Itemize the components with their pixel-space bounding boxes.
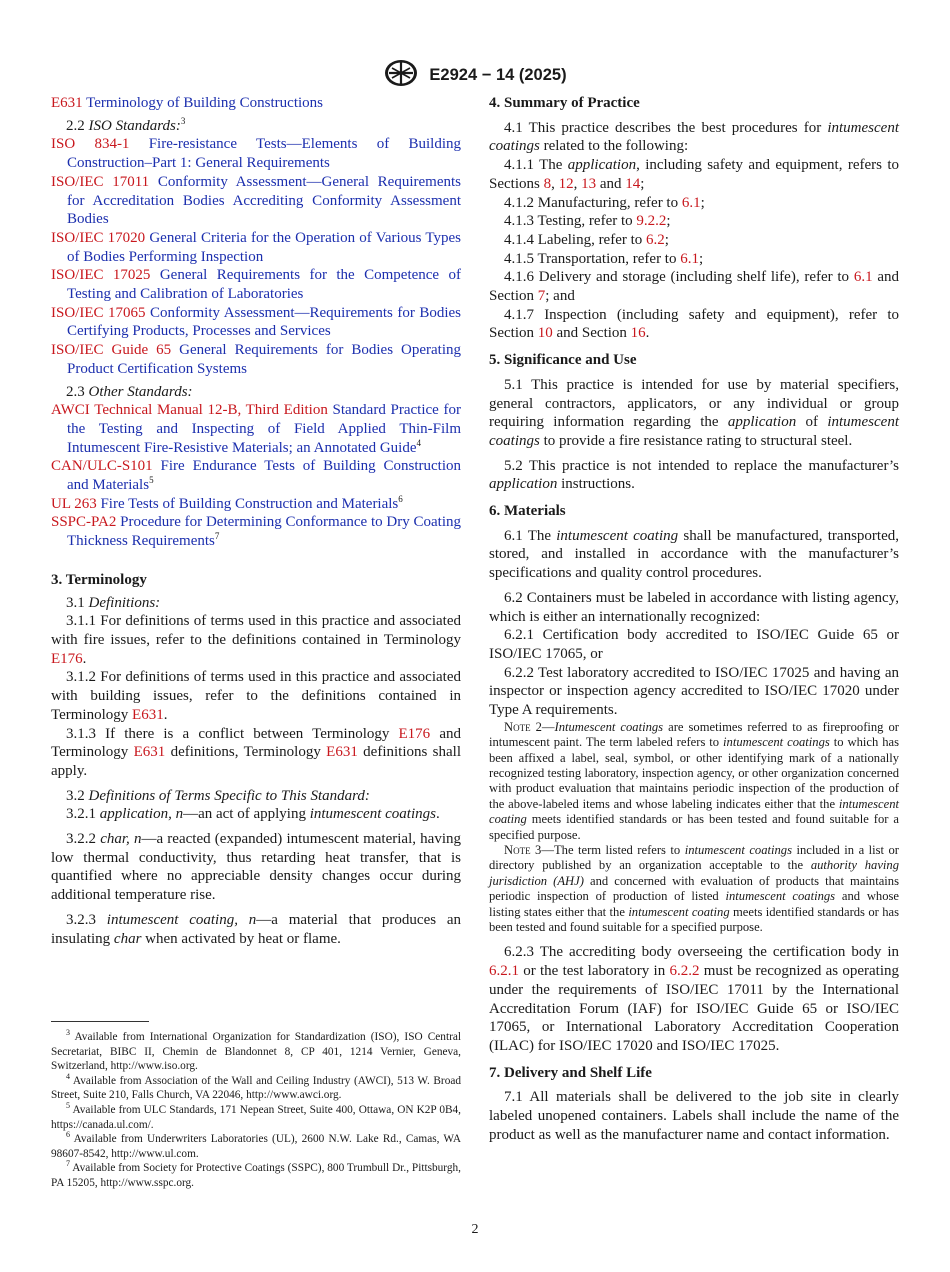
- para-6-2-1: 6.2.1 Certification body accredited to ISO/IEC Guide 65 or ISO/IEC 17065, or: [489, 627, 899, 662]
- reference-code-link[interactable]: CAN/ULC-S101: [51, 458, 153, 475]
- section-6-heading: 6. Materials: [489, 503, 566, 520]
- reference-code-link[interactable]: SSPC-PA2: [51, 514, 117, 531]
- para-4-1-5: 4.1.5 Transportation, refer to 6.1;: [504, 250, 704, 267]
- reference-code-link[interactable]: ISO/IEC 17020: [51, 229, 146, 246]
- reference-code-link[interactable]: UL 263: [51, 495, 97, 512]
- para-4-1-1: 4.1.1 The application, including safety and equipment, refers to Sections 8, 12, 13 and 14;: [489, 157, 899, 192]
- link-section-10[interactable]: 10: [537, 325, 553, 342]
- reference-entry: [51, 135, 461, 172]
- reference-entry: [51, 94, 461, 113]
- para-4-1-3: 4.1.3 Testing, refer to 9.2.2;: [504, 213, 671, 230]
- link-6-1[interactable]: 6.1: [681, 194, 701, 211]
- reference-code-link[interactable]: ISO/IEC Guide 65: [51, 342, 172, 359]
- footnote-text: Available from Society for Protective Coatings (SSPC), 800 Trumbull Dr., Pittsburgh, PA 15205, http://www.sspc.org.: [51, 1162, 461, 1189]
- section-7-heading: 7. Delivery and Shelf Life: [489, 1064, 652, 1081]
- para-4-1: 4.1 This practice describes the best procedures for intumescent coatings related to the following:: [489, 119, 899, 155]
- reference-title-link[interactable]: Terminology of Building Constructions: [82, 95, 324, 111]
- para-7-1: 7.1 All materials shall be delivered to the job site in clearly labeled unopened containers. Labels shall include the name of the product as well as the manufacturer name and contact information.: [489, 1089, 899, 1143]
- link-6-1[interactable]: 6.1: [680, 250, 699, 267]
- para-3-1-3: 3.1.3 If there is a conflict between Terminology E176 and Terminology E631 definitions, Terminology E631 definitions shall apply.: [51, 725, 461, 779]
- reference-entry: [51, 495, 461, 514]
- footnote-text: Available from International Organization for Standardization (ISO), ISO Central Secretariat, BIBC II, Chemin de Blandonnet 8, CP 401, 1214 Vernier, Geneva, Switzerland, http://www.iso.org.: [51, 1031, 461, 1073]
- link-9-2-2[interactable]: 9.2.2: [636, 213, 667, 230]
- para-4-1-4: 4.1.4 Labeling, refer to 6.2;: [504, 231, 669, 248]
- reference-code-link[interactable]: ISO/IEC 17011: [51, 173, 150, 190]
- reference-entry: [51, 513, 461, 550]
- reference-code-link[interactable]: ISO 834-1: [51, 136, 130, 153]
- reference-code-link[interactable]: AWCI Technical Manual 12-B, Third Edition: [51, 402, 328, 419]
- para-5-1: 5.1 This practice is intended for use by material specifiers, general contractors, applicators, or any individual or group requiring information regarding the application of intumescent coatings to provide a fire resistance rating to structural steel.: [489, 376, 899, 449]
- link-section-14[interactable]: 14: [625, 175, 641, 192]
- right-column: [489, 94, 899, 1145]
- link-e631[interactable]: E631: [132, 706, 164, 723]
- link-e176[interactable]: E176: [398, 725, 431, 742]
- link-section-8[interactable]: 8: [543, 175, 552, 192]
- other-standards-heading: 2.3 Other Standards:: [66, 383, 193, 400]
- link-e631[interactable]: E631: [326, 744, 358, 761]
- link-6-2-1[interactable]: 6.2.1: [489, 963, 519, 980]
- para-6-2-2: 6.2.2 Test laboratory accredited to ISO/IEC 17025 and having an inspector or inspection agency accredited to ISO/IEC 17020 under Type A requirements.: [489, 664, 899, 719]
- reference-title-link[interactable]: Fire Endurance Tests of Building Construction and Materials: [67, 458, 461, 494]
- para-6-2-3: 6.2.3 The accrediting body overseeing the certification body in 6.2.1 or the test laboratory in 6.2.2 must be recognized as operating under the requirements of ISO/IEC 17011 by the International Accreditation Forum (IAF) for ISO/IEC Guide 65 or ISO/IEC 17065, or International Laboratory Accreditation Cooperation (ILAC) for ISO/IEC 17020 and ISO/IEC 17025.: [489, 944, 899, 1054]
- para-3-2: 3.2 Definitions of Terms Specific to This Standard:: [66, 787, 370, 804]
- footnote-marker: 5: [149, 475, 154, 486]
- reference-title-link[interactable]: Standard Practice for the Testing and Inspecting of Field Applied Thin-Film Intumescent Fire-Resistive Materials; an Annotated Guide: [67, 402, 461, 456]
- link-6-2-2[interactable]: 6.2.2: [669, 963, 700, 980]
- footnote-number: 4: [66, 1072, 70, 1082]
- footnote-number: 3: [66, 1028, 70, 1038]
- reference-title-link[interactable]: Conformity Assessment—Requirements for Bodies Certifying Products, Processes and Services: [67, 304, 462, 340]
- page-header: [0, 58, 950, 93]
- para-4-1-7: 4.1.7 Inspection (including safety and equipment), refer to Section 10 and Section 16.: [489, 306, 899, 342]
- footnote-marker: 6: [398, 493, 403, 504]
- link-section-13[interactable]: 13: [581, 175, 597, 192]
- reference-title-link[interactable]: Procedure for Determining Conformance to Dry Coating Thickness Requirements: [67, 514, 461, 550]
- note-2: Note 2—Intumescent coatings are sometimes referred to as fireproofing or intumescent paint. The term labeled refers to intumescent coatings to which has been affixed a label, seal, symbol, or other identifying mark of a nationally recognized testing laboratory, inspection agency, or other organization concerned with product evaluation that maintains periodic inspection of the production of the above-labeled items and whose labeling indicates either that the intumescent coating meets identified standards or has been tested and found suitable for a specified purpose.: [489, 719, 899, 842]
- para-3-1: 3.1 Definitions:: [66, 594, 161, 611]
- astm-logo-icon: [383, 58, 419, 93]
- link-section-12[interactable]: 12: [558, 175, 574, 192]
- footnote-text: Available from ULC Standards, 171 Nepean Street, Suite 400, Ottawa, ON K2P 0B4, https://canada.ul.com/.: [51, 1103, 461, 1131]
- footnote-rule: [51, 1021, 149, 1022]
- link-6-2[interactable]: 6.2: [646, 231, 665, 248]
- section-5-heading: 5. Significance and Use: [489, 352, 637, 369]
- footnote-number: 5: [66, 1101, 70, 1111]
- footnote: [51, 1161, 461, 1190]
- reference-entry: [51, 341, 461, 378]
- link-6-1[interactable]: 6.1: [853, 269, 873, 286]
- para-6-2: 6.2 Containers must be labeled in accordance with listing agency, which is either an internationally recognized:: [489, 589, 899, 625]
- document-designation: E2924 − 14 (2025): [429, 66, 567, 84]
- footnote-marker: 4: [416, 437, 421, 448]
- footnote-number: 6: [66, 1130, 70, 1140]
- reference-entry: [51, 304, 461, 341]
- page-number: 2: [471, 1222, 479, 1237]
- footnote: [51, 1103, 461, 1132]
- reference-code-link[interactable]: ISO/IEC 17025: [51, 267, 151, 284]
- reference-title-link[interactable]: Conformity Assessment—General Requirements for Accreditation Bodies Accrediting Conformity Assessment Bodies: [67, 173, 461, 228]
- reference-entry: [51, 229, 461, 266]
- reference-title-link[interactable]: General Requirements for the Competence of Testing and Calibration of Laboratories: [67, 267, 462, 303]
- reference-title-link[interactable]: Fire Tests of Building Construction and Materials: [96, 495, 399, 512]
- footnote-text: Available from Association of the Wall and Ceiling Industry (AWCI), 513 W. Broad Street, Suite 210, Falls Church, VA 22046, http://www.awci.org.: [51, 1074, 461, 1102]
- link-section-16[interactable]: 16: [630, 325, 646, 342]
- iso-standards-heading: 2.2 ISO Standards:$^3$: [66, 115, 186, 134]
- reference-entry: [51, 401, 461, 457]
- link-e176[interactable]: E176: [51, 650, 83, 667]
- para-6-1: 6.1 The intumescent coating shall be manufactured, transported, stored, and installed in accordance with the manufacturer’s specifications and quality control procedures.: [489, 527, 899, 582]
- link-e631[interactable]: E631: [133, 744, 166, 761]
- left-column: [51, 94, 461, 948]
- para-3-2-2: 3.2.2 char, n—a reacted (expanded) intumescent material, having low thermal conductivity, thus retarding heat transfer, that is quantified where no appreciable density changes occur during additional temperature rise.: [51, 831, 462, 904]
- note-3: Note 3—The term listed refers to intumescent coatings included in a list or directory published by an organization acceptable to the authority having jurisdiction (AHJ) and concerned with evaluation of products that maintains periodic inspection of production of listed intumescent coatings and whose listing states either that the intumescent coating meets identified standards or has been tested and found suitable for a specified purpose.: [489, 843, 899, 935]
- link-section-7[interactable]: 7: [537, 288, 546, 305]
- para-4-1-6: 4.1.6 Delivery and storage (including shelf life), refer to 6.1 and Section 7; and: [489, 269, 899, 305]
- reference-entry: [51, 457, 461, 494]
- para-4-1-2: 4.1.2 Manufacturing, refer to 6.1;: [504, 194, 705, 211]
- para-3-2-1: 3.2.1 application, n—an act of applying intumescent coatings.: [66, 806, 440, 823]
- reference-entry: [51, 266, 461, 303]
- footnote: [51, 1074, 461, 1103]
- reference-title-link[interactable]: Fire-resistance Tests—Elements of Building Construction–Part 1: General Requirements: [67, 136, 461, 172]
- footnotes: [51, 1030, 461, 1191]
- footnote: [51, 1132, 461, 1161]
- para-5-2: 5.2 This practice is not intended to replace the manufacturer’s application instructions.: [489, 457, 899, 493]
- para-3-2-3: 3.2.3 intumescent coating, n—a material that produces an insulating char when activated by heat or flame.: [51, 911, 462, 947]
- reference-title-link[interactable]: General Criteria for the Operation of Various Types of Bodies Performing Inspection: [67, 229, 461, 265]
- footnote-text: Available from Underwriters Laboratories (UL), 2600 N.W. Lake Rd., Camas, WA 98607-8542, http://www.ul.com.: [51, 1133, 461, 1160]
- reference-code-link[interactable]: ISO/IEC 17065: [51, 304, 146, 321]
- section-3-heading: 3. Terminology: [51, 571, 147, 588]
- footnote-number: 7: [66, 1159, 70, 1169]
- para-3-1-1: 3.1.1 For definitions of terms used in this practice and associated with fire issues, refer to the definitions contained in Terminology E176.: [51, 613, 461, 667]
- para-3-1-2: 3.1.2 For definitions of terms used in this practice and associated with building issues, refer to the definitions contained in Terminology E631.: [51, 669, 461, 723]
- footnote: [51, 1030, 461, 1074]
- section-4-heading: 4. Summary of Practice: [489, 95, 640, 111]
- footnote-marker: 7: [214, 531, 220, 542]
- reference-entry: [51, 173, 461, 229]
- reference-code-link[interactable]: E631: [51, 95, 83, 111]
- reference-title-link[interactable]: General Requirements for Bodies Operating Product Certification Systems: [67, 342, 461, 377]
